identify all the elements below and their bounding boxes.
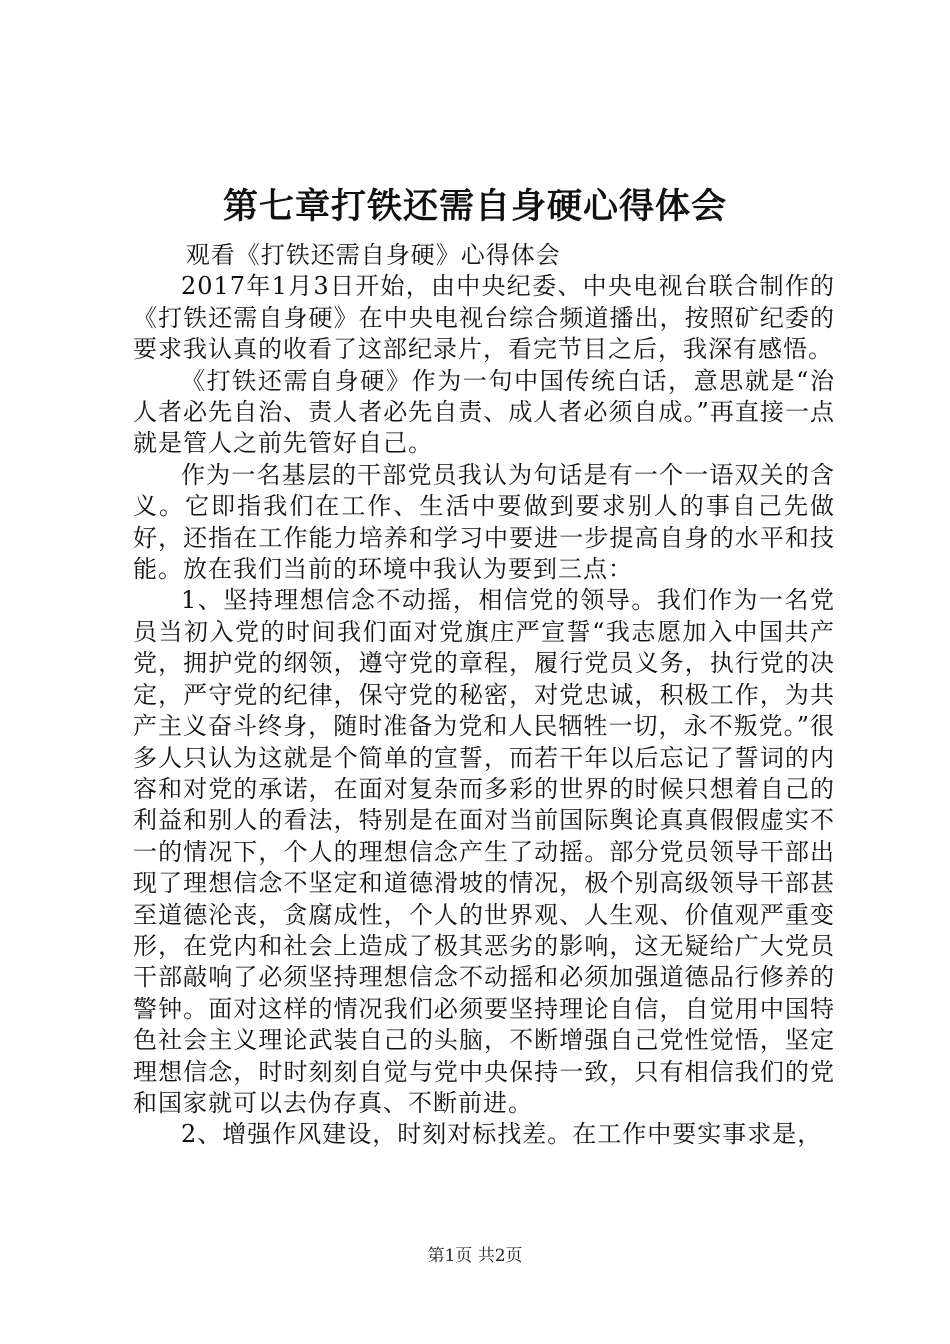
paragraph-intro: 2017年1月3日开始，由中央纪委、中央电视台联合制作的《打铁还需自身硬》在中央电视台综合频道播出，按照矿纪委的要求我认真的收看了这部纪录片，看完节目之后，我深有感悟。 [133,272,835,364]
document-body [133,240,835,1151]
paragraph-point-2: 2、增强作风建设，时刻对标找差。在工作中要实事求是， [181,1120,823,1149]
paragraph-point-1: 1、坚持理想信念不动摇，相信党的领导。我们作为一名党员当初入党的时间我们面对党旗庄严宣誓“我志愿加入中国共产党，拥护党的纲领，遵守党的章程，履行党员义务，执行党的决定，严守党的纪律，保守党的秘密，对党忠诚，积极工作，为共产主义奋斗终身，随时准备为党和人民牺牲一切，永不叛党。”很多人只认为这就是个简单的宣誓，而若干年以后忘记了誓词的内容和对党的承诺，在面对复杂而多彩的世界的时候只想着自己的利益和别人的看法，特别是在面对当前国际舆论真真假假虚实不一的情况下，个人的理想信念产生了动摇。部分党员领导干部出现了理想信念不坚定和道德滑坡的情况，极个别高级领导干部甚至道德沦丧，贪腐成性，个人的世界观、人生观、价值观严重变形，在党内和社会上造成了极其恶劣的影响，这无疑给广大党员干部敲响了必须坚持理想信念不动摇和必须加强道德品行修养的警钟。面对这样的情况我们必须要坚持理论自信，自觉用中国特色社会主义理论武装自己的头脑，不断增强自己党性觉悟，坚定理想信念，时时刻刻自觉与党中央保持一致，只有相信我们的党和国家就可以去伪存真、不断前进。 [133,586,835,1117]
document-subtitle: 观看《打铁还需自身硬》心得体会 [185,241,561,269]
document-title: 第七章打铁还需自身硬心得体会 [222,186,727,227]
paragraph-three-points: 作为一名基层的干部党员我认为句话是有一个一语双关的含义。它即指我们在工作、生活中要做到要求别人的事自己先做好，还指在工作能力培养和学习中要进一步提高自身的水平和技能。放在我们当前的环境中我认为要到三点： [133,460,835,584]
paragraph-meaning: 《打铁还需自身硬》作为一句中国传统白话，意思就是“治人者必先自治、责人者必先自责、成人者必须自成。”再直接一点就是管人之前先管好自己。 [133,366,835,458]
page-footer: 第1页 共2页 [427,1246,523,1266]
